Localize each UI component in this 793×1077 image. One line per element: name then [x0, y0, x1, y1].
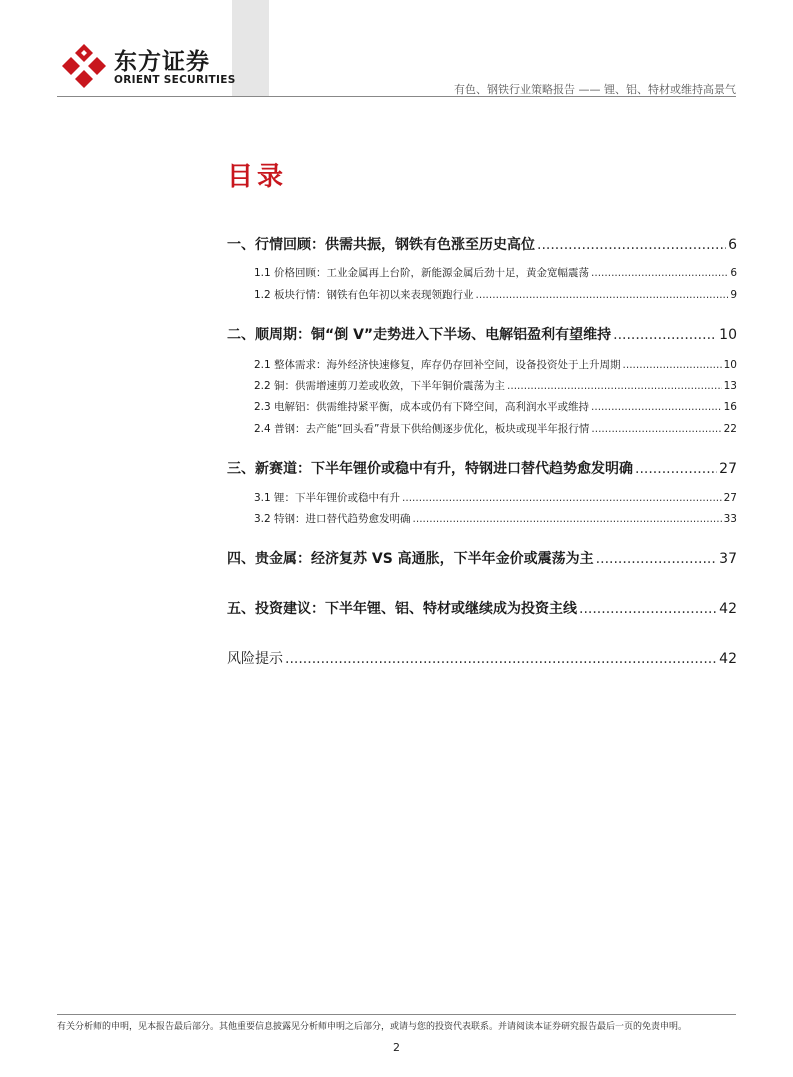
toc-entry-page: 42 [719, 651, 737, 667]
toc-leader-dots [596, 551, 718, 567]
toc-entry-text: 1.1 价格回顾：工业金属再上台阶，新能源金属后劲十足，黄金宽幅震荡 [254, 267, 590, 279]
toc-entry-2-3[interactable] [254, 399, 737, 414]
toc-entry-risk-warning[interactable] [227, 648, 737, 668]
toc-entry-text: 风险提示 [227, 651, 283, 667]
toc-entry-2-1[interactable] [254, 357, 737, 372]
header-gray-band [232, 0, 269, 97]
toc-title: 目录 [227, 162, 288, 192]
toc-entry-text: 二、顺周期：铜“倒 V”走势进入下半场、电解铝盈利有望维持 [227, 327, 612, 343]
toc-entry-1-2[interactable] [254, 287, 737, 302]
toc-entry-text: 3.2 特钢：进口替代趋势愈发明确 [254, 513, 411, 525]
brand-name-en: ORIENT SECURITIES [114, 74, 236, 86]
toc-entry-3-1[interactable] [254, 490, 737, 505]
toc-entry-text: 四、贵金属：经济复苏 VS 高通胀，下半年金价或震荡为主 [227, 551, 594, 567]
toc-entry-section-3[interactable] [227, 458, 737, 478]
toc-entry-1-1[interactable] [254, 265, 737, 280]
toc-entry-text: 2.2 铜：供需增速剪刀差或收敛，下半年铜价震荡为主 [254, 380, 506, 392]
toc-entry-page: 10 [719, 327, 737, 343]
toc-entry-text: 2.4 普钢：去产能“回头看”背景下供给侧逐步优化，板块或现半年报行情 [254, 423, 590, 435]
brand-logo [60, 40, 236, 96]
toc-leader-dots [476, 289, 729, 301]
toc-entry-page: 42 [719, 601, 737, 617]
toc-entry-page: 13 [723, 380, 737, 392]
toc-leader-dots [579, 601, 717, 617]
report-subtitle: 有色、钢铁行业策略报告 —— 锂、铝、特材或维持高景气 [454, 83, 736, 96]
toc-entry-text: 一、行情回顾：供需共振，钢铁有色涨至历史高位 [227, 237, 535, 253]
toc-entry-page: 22 [723, 423, 737, 435]
toc-leader-dots [591, 401, 722, 413]
footer-divider [57, 1014, 736, 1015]
toc-entry-page: 37 [719, 551, 737, 567]
toc-entry-3-2[interactable] [254, 511, 737, 526]
toc-entry-page: 27 [719, 461, 737, 477]
toc-entry-page: 6 [730, 267, 737, 279]
toc-leader-dots [623, 359, 722, 371]
toc-leader-dots [413, 513, 722, 525]
toc-entry-section-4[interactable] [227, 548, 737, 568]
toc-entry-page: 16 [723, 401, 737, 413]
toc-entry-2-2[interactable] [254, 378, 737, 393]
footer-disclaimer: 有关分析师的申明，见本报告最后部分。其他重要信息披露见分析师申明之后部分，或请与您的投资代表联系。并请阅读本证券研究报告最后一页的免责申明。 [57, 1022, 688, 1032]
toc-leader-dots [591, 267, 728, 279]
toc-leader-dots [591, 423, 721, 435]
toc-entry-text: 3.1 锂：下半年锂价或稳中有升 [254, 492, 401, 504]
toc-entry-section-2[interactable] [227, 324, 737, 344]
brand-name-cn: 东方证券 [114, 49, 210, 75]
toc-entry-text: 五、投资建议：下半年锂、铝、特材或继续成为投资主线 [227, 601, 577, 617]
toc-entry-section-1[interactable] [227, 234, 737, 254]
toc-entry-2-4[interactable] [254, 421, 737, 436]
toc-entry-text: 1.2 板块行情：钢铁有色年初以来表现领跑行业 [254, 289, 474, 301]
toc-entry-page: 10 [723, 359, 737, 371]
toc-leader-dots [537, 237, 726, 253]
toc-leader-dots [507, 380, 722, 392]
toc-entry-page: 27 [723, 492, 737, 504]
toc-entry-section-5[interactable] [227, 598, 737, 618]
toc-leader-dots [402, 492, 722, 504]
toc-entry-page: 9 [730, 289, 737, 301]
toc-entry-text: 三、新赛道：下半年锂价或稳中有升，特钢进口替代趋势愈发明确 [227, 461, 633, 477]
toc-entry-text: 2.3 电解铝：供需维持紧平衡，成本或仍有下降空间，高利润水平或维持 [254, 401, 590, 413]
toc-entry-text: 2.1 整体需求：海外经济快速修复，库存仍存回补空间，设备投资处于上升周期 [254, 359, 621, 371]
toc-leader-dots [613, 327, 717, 343]
orient-securities-logo-icon [60, 42, 108, 90]
toc-entry-page: 6 [728, 237, 737, 253]
toc-leader-dots [285, 651, 717, 667]
toc-leader-dots [635, 461, 717, 477]
header-divider [57, 96, 736, 97]
toc-entry-page: 33 [723, 513, 737, 525]
page-number: 2 [393, 1041, 400, 1054]
